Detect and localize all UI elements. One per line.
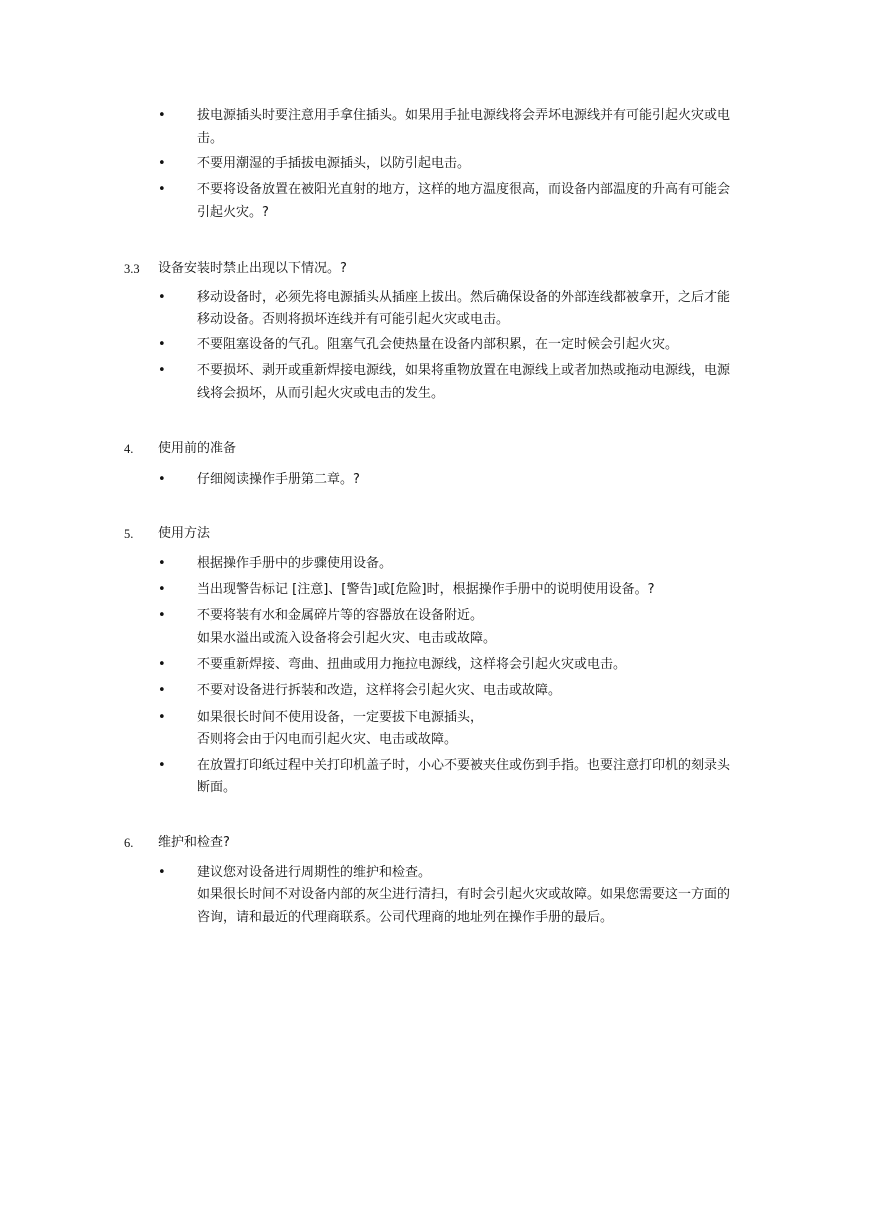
list-item-text: 咨询，请和最近的代理商联系。公司代理商的地址列在操作手册的最后。 — [197, 910, 614, 925]
bullet-marker: • — [158, 683, 166, 698]
list-item-text: 引起火灾。? — [197, 205, 269, 220]
bullet-marker: • — [158, 337, 166, 352]
section-heading: 使用前的准备 — [158, 441, 237, 456]
bullet-marker: • — [158, 657, 166, 672]
section-heading: 设备安装时禁止出现以下情况。? — [158, 261, 347, 276]
list-item-text: 不要重新焊接、弯曲、扭曲或用力拖拉电源线，这样将会引起火灾或电击。 — [197, 657, 627, 672]
list-item-text: 在放置打印纸过程中关打印机盖子时，小心不要被夹住或伤到手指。也要注意打印机的刻录头 — [197, 758, 731, 773]
section-heading: 维护和检查? — [158, 835, 230, 850]
list-item-text: 如果水溢出或流入设备将会引起火灾、电击或故障。 — [197, 631, 497, 646]
bullet-marker: • — [158, 582, 166, 597]
list-item-text: 移动设备时，必须先将电源插头从插座上拔出。然后确保设备的外部连线都被拿开，之后才能 — [197, 290, 731, 305]
list-item-text: 否则将会由于闪电而引起火灾、电击或故障。 — [197, 732, 458, 747]
bullet-marker: • — [158, 108, 166, 123]
bullet-marker: • — [158, 182, 166, 197]
list-item-text: 移动设备。否则将损坏连线并有可能引起火灾或电击。 — [197, 312, 510, 327]
section-number: 5. — [124, 527, 134, 541]
list-item-text: 仔细阅读操作手册第二章。? — [197, 472, 360, 487]
list-item-text: 不要阻塞设备的气孔。阻塞气孔会使热量在设备内部积累，在一定时候会引起火灾。 — [197, 337, 679, 352]
bullet-marker: • — [158, 608, 166, 623]
bullet-marker: • — [158, 472, 166, 487]
list-item-text: 断面。 — [197, 780, 237, 795]
list-item-text: 不要将设备放置在被阳光直射的地方，这样的地方温度很高，而设备内部温度的升高有可能会 — [197, 182, 731, 197]
list-item-text: 如果很长时间不对设备内部的灰尘进行清扫，有时会引起火灾或故障。如果您需要这一方面的 — [197, 887, 731, 902]
list-item-text: 如果很长时间不使用设备，一定要拔下电源插头， — [197, 710, 484, 725]
bullet-marker: • — [158, 363, 166, 378]
section-heading: 使用方法 — [158, 526, 211, 541]
list-item-text: 根据操作手册中的步骤使用设备。 — [197, 556, 393, 571]
list-item-text: 不要用潮湿的手插拔电源插头，以防引起电击。 — [197, 156, 471, 171]
list-item-text: 不要将装有水和金属碎片等的容器放在设备附近。 — [197, 608, 484, 623]
list-item-text: 拔电源插头时要注意用手拿住插头。如果用手扯电源线将会弄坏电源线并有可能引起火灾或电 — [197, 108, 731, 123]
list-item-text: 不要损坏、剥开或重新焊接电源线，如果将重物放置在电源线上或者加热或拖动电源线，电源 — [197, 363, 731, 378]
section-number: 4. — [124, 442, 134, 456]
list-item-text: 当出现警告标记 [注意]、[警告]或[危险]时，根据操作手册中的说明使用设备。? — [197, 582, 655, 597]
bullet-marker: • — [158, 865, 166, 880]
list-item-text: 建议您对设备进行周期性的维护和检查。 — [197, 865, 432, 880]
bullet-marker: • — [158, 556, 166, 571]
list-item-text: 线将会损坏，从而引起火灾或电击的发生。 — [197, 386, 445, 401]
bullet-marker: • — [158, 710, 166, 725]
bullet-marker: • — [158, 290, 166, 305]
section-number: 3.3 — [124, 262, 140, 276]
bullet-marker: • — [158, 758, 166, 773]
list-item-text: 不要对设备进行拆装和改造，这样将会引起火灾、电击或故障。 — [197, 683, 562, 698]
bullet-marker: • — [158, 156, 166, 171]
list-item-text: 击。 — [197, 131, 224, 146]
section-number: 6. — [124, 836, 134, 850]
